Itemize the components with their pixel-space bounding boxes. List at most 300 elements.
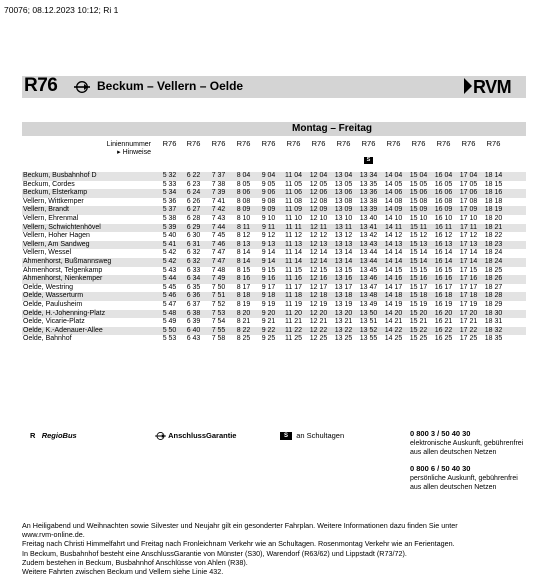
stop-name: Beckum, Cordes	[23, 180, 75, 188]
departure-time: 14 19	[384, 301, 403, 308]
departure-time: 13 11	[335, 223, 352, 231]
departure-time: 7 47	[211, 249, 226, 257]
departure-time: 5 42	[162, 258, 177, 265]
departure-time: 12 10	[309, 215, 328, 222]
departure-time: 11 25	[285, 335, 302, 343]
departure-time: 17 11	[460, 223, 477, 231]
departure-time: 15 09	[409, 206, 428, 214]
trip-line-number: R76	[436, 139, 451, 148]
departure-time: 11 18	[285, 292, 302, 300]
departure-time: 14 11	[385, 223, 402, 231]
departure-time: 13 36	[359, 189, 378, 197]
trip-line-number: R76	[461, 139, 476, 148]
line-code: R76	[24, 75, 58, 96]
departure-time: 12 16	[309, 275, 328, 283]
departure-time: 13 38	[359, 197, 378, 205]
departure-time: 14 06	[384, 189, 403, 197]
departure-time: 13 13	[334, 240, 353, 248]
departure-time: 14 14	[384, 258, 403, 265]
table-row	[22, 189, 526, 198]
departure-time: 13 44	[359, 258, 378, 265]
stop-name: Oelde, Westring	[23, 283, 74, 291]
departure-time: 14 20	[384, 309, 403, 317]
stop-name: Oelde, Bahnhof	[23, 335, 72, 343]
departure-time: 18 27	[484, 283, 503, 291]
departure-time: 6 31	[186, 240, 201, 248]
table-row	[22, 249, 526, 258]
stop-name: Beckum, Busbahnhof D	[23, 172, 97, 179]
departure-time: 5 38	[162, 215, 177, 222]
departure-time: 16 25	[434, 335, 453, 343]
departure-time: 13 55	[359, 335, 378, 343]
departure-time: 18 28	[484, 292, 503, 300]
departure-time: 12 04	[309, 172, 328, 179]
departure-time: 15 19	[409, 301, 428, 308]
departure-time: 15 13	[409, 240, 428, 248]
departure-time: 9 08	[261, 197, 276, 205]
stop-name: Ahmenhorst, Nienkemper	[23, 275, 103, 283]
stop-name: Oelde, Wasserturm	[23, 292, 84, 300]
departure-time: 9 06	[261, 189, 276, 197]
stop-name: Oelde, H.-Johenning-Platz	[23, 309, 106, 317]
departure-time: 6 34	[186, 275, 201, 283]
departure-time: 9 16	[261, 275, 276, 283]
departure-time: 13 16	[334, 275, 353, 283]
logo-text: RVM	[473, 77, 512, 96]
departure-time: 9 12	[261, 232, 276, 240]
departure-time: 9 10	[261, 215, 276, 222]
phone-personal	[410, 464, 518, 492]
departure-time: 13 39	[359, 206, 378, 214]
departure-time: 13 22	[334, 326, 353, 334]
departure-time: 17 05	[459, 180, 478, 188]
departure-time: 18 31	[484, 318, 503, 326]
departure-time: 6 29	[186, 223, 201, 231]
stop-name: Ahmenhorst, Bußmannsweg	[23, 258, 112, 265]
departure-time: 6 22	[186, 172, 201, 179]
departure-time: 17 13	[459, 240, 478, 248]
departure-time: 8 14	[236, 258, 251, 265]
departure-time: 16 20	[434, 309, 453, 317]
departure-time: 13 45	[359, 266, 378, 274]
departure-time: 8 12	[236, 232, 251, 240]
notes-label-text: Hinweise	[122, 149, 151, 156]
departure-time: 9 21	[261, 318, 276, 326]
departure-time: 13 09	[334, 206, 353, 214]
departure-time: 18 19	[484, 206, 503, 214]
departure-time: 14 15	[384, 266, 403, 274]
departure-time: 6 38	[186, 309, 201, 317]
operating-days: Montag – Freitag	[292, 123, 373, 134]
departure-time: 13 41	[359, 223, 378, 231]
line-number-label: Liniennummer	[106, 141, 151, 148]
departure-time: 11 08	[285, 197, 302, 205]
departure-time: 13 21	[334, 318, 353, 326]
departure-time: 7 53	[211, 309, 226, 317]
table-row	[22, 181, 526, 190]
departure-time: 17 18	[459, 292, 478, 300]
footnotes	[22, 521, 552, 576]
departure-time: 11 15	[285, 266, 302, 274]
departure-time: 12 22	[309, 326, 328, 334]
departure-time: 16 16	[434, 275, 453, 283]
departure-time: 18 18	[484, 197, 503, 205]
notes-label: ▸ Hinweise	[117, 149, 151, 156]
departure-time: 14 12	[384, 232, 403, 240]
school-day-note	[356, 148, 381, 166]
departure-time: 5 34	[162, 189, 177, 197]
departure-time: 15 25	[409, 335, 428, 343]
departure-time: 12 15	[309, 266, 328, 274]
departure-time: 13 18	[334, 292, 353, 300]
departure-time: 5 53	[162, 335, 177, 343]
departure-time: 12 20	[309, 309, 328, 317]
departure-time: 13 20	[334, 309, 353, 317]
departure-time: 11 10	[285, 215, 302, 222]
departure-time: 16 13	[434, 240, 453, 248]
departure-time: 11 09	[285, 206, 302, 214]
regiobus-letter: R	[30, 431, 36, 440]
departure-time: 7 58	[211, 335, 226, 343]
trip-line-number: R76	[186, 139, 201, 148]
phone-personal-line2: aus allen deutschen Netzen	[410, 484, 497, 491]
departure-time: 8 19	[236, 301, 251, 308]
departure-time: 8 13	[236, 240, 251, 248]
phone-personal-number: 0 800 6 / 50 40 30	[410, 464, 471, 473]
departure-time: 7 52	[211, 301, 226, 308]
departure-time: 8 10	[236, 215, 251, 222]
departure-time: 16 04	[434, 172, 453, 179]
departure-time: 15 17	[409, 283, 428, 291]
departure-time: 6 36	[186, 292, 201, 300]
departure-time: 12 08	[309, 197, 328, 205]
departure-time: 17 17	[459, 283, 478, 291]
departure-time: 17 25	[459, 335, 478, 343]
departure-time: 18 21	[484, 223, 503, 231]
guarantee-small-icon	[155, 432, 166, 440]
table-row	[22, 310, 526, 319]
departure-time: 7 54	[211, 318, 226, 326]
departure-time: 9 14	[261, 258, 276, 265]
departure-time: 18 26	[484, 275, 503, 283]
departure-time: 6 35	[186, 283, 201, 291]
departure-time: 17 16	[459, 275, 478, 283]
stop-name: Vellern, Am Sandweg	[23, 240, 90, 248]
departure-time: 5 48	[162, 309, 177, 317]
departure-time: 15 04	[409, 172, 428, 179]
departure-time: 15 22	[409, 326, 428, 334]
departure-time: 7 48	[211, 266, 226, 274]
school-label: an Schultagen	[296, 431, 345, 440]
table-row	[22, 327, 526, 336]
departure-time: 11 20	[285, 309, 302, 317]
departure-time: 7 46	[211, 240, 226, 248]
departure-time: 13 50	[359, 309, 378, 317]
departure-time: 12 19	[309, 301, 328, 308]
stop-name: Beckum, Elsterkamp	[23, 189, 88, 197]
departure-time: 13 49	[359, 301, 378, 308]
departure-time: 6 32	[186, 258, 201, 265]
departure-time: 9 11	[261, 223, 276, 231]
departure-time: 11 17	[285, 283, 302, 291]
departure-time: 5 49	[162, 318, 177, 326]
departure-time: 9 20	[261, 309, 276, 317]
departure-time: 8 04	[236, 172, 251, 179]
departure-time: 16 12	[434, 232, 453, 240]
departure-time: 7 55	[211, 326, 226, 334]
table-row	[22, 275, 526, 284]
departure-time: 12 13	[309, 240, 328, 248]
table-row	[22, 215, 526, 224]
departure-time: 13 42	[359, 232, 378, 240]
stop-name: Vellern, Wittkemper	[23, 197, 84, 205]
departure-time: 11 19	[285, 301, 302, 308]
departure-time: 7 47	[211, 258, 226, 265]
departure-time: 14 16	[384, 275, 403, 283]
school-day-badge: S	[364, 157, 374, 164]
departure-time: 7 42	[211, 206, 226, 214]
table-row	[22, 258, 526, 267]
departure-time: 18 20	[484, 215, 503, 222]
phone-electronic-number: 0 800 3 / 50 40 30	[410, 429, 471, 438]
table-row	[22, 206, 526, 215]
table-row	[22, 267, 526, 276]
departure-time: 6 43	[186, 335, 201, 343]
departure-time: 12 06	[309, 189, 328, 197]
departure-time: 14 18	[384, 292, 403, 300]
stop-name: Vellern, Schwichtenhövel	[23, 223, 101, 231]
departure-time: 9 04	[261, 172, 276, 179]
departure-time: 17 22	[459, 326, 478, 334]
departure-time: 13 47	[359, 283, 378, 291]
departure-time: 5 41	[162, 240, 177, 248]
departure-time: 6 33	[186, 266, 201, 274]
departure-time: 9 17	[261, 283, 276, 291]
departure-time: 6 23	[186, 180, 201, 188]
departure-time: 14 04	[384, 172, 403, 179]
table-row	[22, 318, 526, 327]
departure-time: 6 30	[186, 232, 201, 240]
departure-time: 7 41	[211, 197, 226, 205]
departure-time: 17 12	[459, 232, 478, 240]
departure-time: 11 13	[285, 240, 302, 248]
departure-time: 9 22	[261, 326, 276, 334]
departure-time: 14 08	[384, 197, 403, 205]
departure-time: 13 06	[334, 189, 353, 197]
departure-time: 13 46	[359, 275, 378, 283]
departure-time: 12 11	[310, 223, 327, 231]
departure-time: 8 22	[236, 326, 251, 334]
departure-time: 8 25	[236, 335, 251, 343]
trip-line-number: R76	[336, 139, 351, 148]
departure-time: 16 06	[434, 189, 453, 197]
stop-name: Oelde, Paulusheim	[23, 301, 83, 308]
departure-time: 6 37	[186, 301, 201, 308]
departure-time: 18 35	[484, 335, 503, 343]
departure-time: 15 05	[409, 180, 428, 188]
departure-time: 16 08	[434, 197, 453, 205]
departure-time: 12 17	[309, 283, 328, 291]
departure-time: 13 34	[359, 172, 378, 179]
phone-electronic	[410, 429, 523, 457]
departure-time: 13 25	[334, 335, 353, 343]
departure-time: 18 24	[484, 258, 503, 265]
departure-time: 13 44	[359, 249, 378, 257]
stop-name: Vellern, Ehrenmal	[23, 215, 79, 222]
departure-time: 5 50	[162, 326, 177, 334]
departure-time: 16 09	[434, 206, 453, 214]
departure-time: 8 18	[236, 292, 251, 300]
departure-time: 18 30	[484, 309, 503, 317]
departure-time: 13 12	[334, 232, 353, 240]
table-row	[22, 335, 526, 344]
departure-time: 5 45	[162, 283, 177, 291]
departure-time: 7 39	[211, 189, 226, 197]
departure-time: 17 09	[459, 206, 478, 214]
departure-time: 12 05	[309, 180, 328, 188]
departure-time: 11 22	[285, 326, 302, 334]
departure-time: 8 20	[236, 309, 251, 317]
departure-time: 14 22	[384, 326, 403, 334]
departure-time: 18 23	[484, 240, 503, 248]
departure-time: 5 39	[162, 223, 177, 231]
departure-time: 6 32	[186, 249, 201, 257]
departure-time: 7 49	[211, 275, 226, 283]
departure-time: 16 18	[434, 292, 453, 300]
departure-time: 11 21	[285, 318, 302, 326]
departure-time: 18 14	[484, 172, 503, 179]
departure-time: 13 08	[334, 197, 353, 205]
guarantee-label: AnschlussGarantie	[168, 431, 237, 440]
departure-time: 13 05	[334, 180, 353, 188]
departure-time: 8 09	[236, 206, 251, 214]
departure-time: 9 15	[261, 266, 276, 274]
phone-electronic-line2: aus allen deutschen Netzen	[410, 449, 497, 456]
departure-time: 8 11	[236, 223, 251, 231]
departure-time: 17 20	[459, 309, 478, 317]
stop-name: Oelde, Vicarie-Platz	[23, 318, 85, 326]
departure-time: 15 10	[409, 215, 428, 222]
table-row	[22, 284, 526, 293]
table-row	[22, 198, 526, 207]
departure-time: 16 14	[434, 258, 453, 265]
table-row	[22, 301, 526, 310]
departure-time: 5 43	[162, 266, 177, 274]
departure-time: 8 06	[236, 189, 251, 197]
footnote-line: Zudem bestehen in Beckum, Busbahnhof Anschlüsse von Ahlen (R38).	[22, 557, 248, 567]
departure-time: 15 06	[409, 189, 428, 197]
departure-time: 9 05	[261, 180, 276, 188]
trip-line-number: R76	[486, 139, 501, 148]
departure-time: 17 14	[459, 258, 478, 265]
stop-name: Vellern, Brandt	[23, 206, 69, 214]
departure-time: 16 21	[434, 318, 453, 326]
departure-time: 6 28	[186, 215, 201, 222]
departure-time: 12 14	[309, 249, 328, 257]
departure-time: 13 19	[334, 301, 353, 308]
departure-time: 8 08	[236, 197, 251, 205]
trip-line-number: R76	[236, 139, 251, 148]
departure-time: 18 29	[484, 301, 503, 308]
trip-line-number: R76	[311, 139, 326, 148]
departure-time: 14 25	[384, 335, 403, 343]
guarantee-icon	[74, 81, 90, 93]
departure-time: 6 27	[186, 206, 201, 214]
departure-time: 17 04	[459, 172, 478, 179]
departure-time: 16 15	[434, 266, 453, 274]
regiobus-label: RegioBus	[41, 431, 77, 440]
footnote-line: An Heiligabend und Weihnachten sowie Silvester und Neujahr gilt ein gesonderter Fahrplan. Weitere Informationen dazu finden Sie unter	[22, 521, 458, 530]
departure-time: 5 47	[162, 301, 177, 308]
departure-time: 6 39	[186, 318, 201, 326]
departure-time: 14 10	[384, 215, 403, 222]
departure-time: 18 32	[484, 326, 503, 334]
departure-time: 11 04	[285, 172, 302, 179]
departure-time: 15 11	[410, 223, 427, 231]
trip-line-number: R76	[211, 139, 226, 148]
departure-time: 11 06	[285, 189, 302, 197]
departure-time: 6 40	[186, 326, 201, 334]
document-id: 70076; 08.12.2023 10:12; Ri 1	[4, 5, 119, 15]
departure-time: 5 33	[162, 180, 177, 188]
departure-time: 5 37	[162, 206, 177, 214]
trip-line-number: R76	[361, 139, 376, 148]
departure-time: 14 14	[384, 249, 403, 257]
departure-time: 12 14	[309, 258, 328, 265]
departure-time: 9 25	[261, 335, 276, 343]
table-row	[22, 232, 526, 241]
departure-time: 7 37	[211, 172, 226, 179]
departure-time: 11 14	[285, 258, 302, 265]
departure-time: 16 17	[434, 283, 453, 291]
days-band	[22, 122, 526, 136]
departure-time: 7 44	[211, 223, 226, 231]
departure-time: 18 15	[484, 180, 503, 188]
departure-time: 16 22	[434, 326, 453, 334]
departure-time: 14 05	[384, 180, 403, 188]
route-name: Beckum – Vellern – Oelde	[97, 79, 244, 93]
departure-time: 12 25	[309, 335, 328, 343]
departure-time: 15 16	[409, 275, 428, 283]
departure-time: 14 09	[384, 206, 403, 214]
departure-time: 9 13	[261, 240, 276, 248]
trip-line-number: R76	[286, 139, 301, 148]
departure-time: 8 15	[236, 266, 251, 274]
footnote-line: Weitere Fahrten zwischen Beckum und Vellern siehe Linie 432.	[22, 567, 224, 577]
departure-time: 13 43	[359, 240, 378, 248]
departure-time: 15 20	[409, 309, 428, 317]
departure-time: 12 12	[309, 232, 328, 240]
departure-time: 9 18	[261, 292, 276, 300]
table-row	[22, 241, 526, 250]
departure-time: 13 40	[359, 215, 378, 222]
departure-time: 16 05	[434, 180, 453, 188]
trip-line-number: R76	[411, 139, 426, 148]
departure-time: 12 09	[309, 206, 328, 214]
departure-time: 6 24	[186, 189, 201, 197]
departure-time: 5 40	[162, 232, 177, 240]
departure-time: 13 04	[334, 172, 353, 179]
departure-time: 9 14	[261, 249, 276, 257]
departure-time: 17 08	[459, 197, 478, 205]
departure-time: 18 16	[484, 189, 503, 197]
departure-time: 7 38	[211, 180, 226, 188]
phone-electronic-line1: elektronische Auskunft, gebührenfrei	[410, 440, 524, 447]
departure-time: 11 12	[285, 232, 302, 240]
stop-name: Vellern, Hoher Hagen	[23, 232, 90, 240]
departure-time: 16 11	[435, 223, 452, 231]
departure-time: 5 32	[162, 172, 177, 179]
